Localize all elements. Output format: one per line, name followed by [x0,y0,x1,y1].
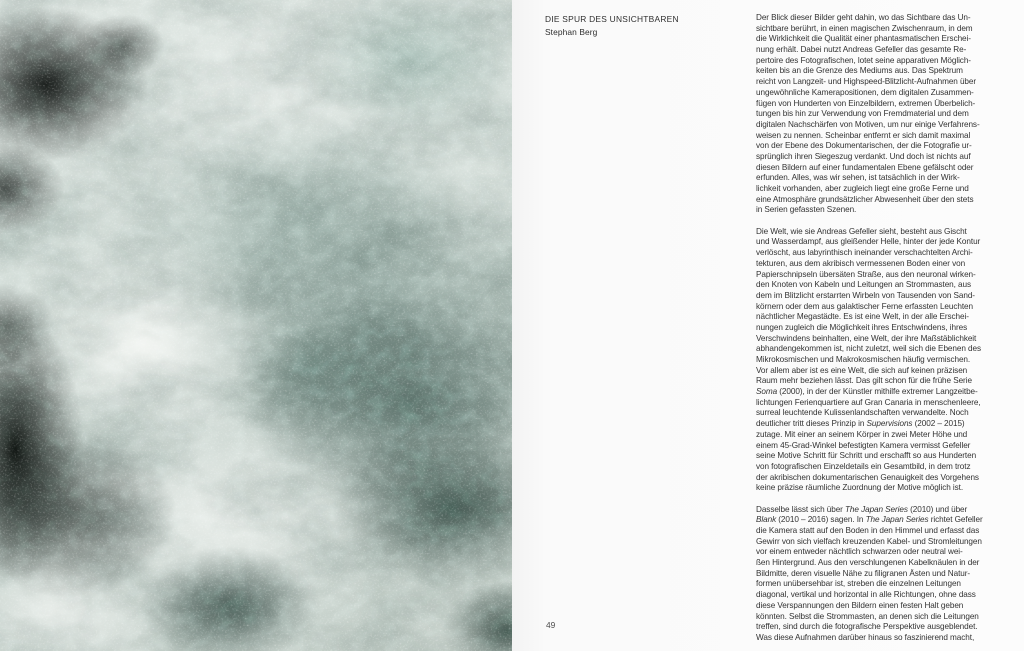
text-line: Die Welt, wie sie Andreas Gefeller sieht, besteht aus Gischt [756,226,967,236]
text-line: digitalen Nachschärfen von Motiven, um nur einige Verfahrens- [756,119,980,129]
text-line: verlöscht, aus labyrinthisch ineinander verschachtelten Archi- [756,248,973,258]
text-line: Was diese Aufnahmen darüber hinaus so faszinierend macht, [756,632,975,642]
text-line: Gewirr von sich vielfach kreuzenden Kabel- und Stromleitungen [756,536,982,546]
text-line: keiten bis an die Grenze des Mediums aus. Das Spektrum [756,66,963,76]
text-line: weisen zu nennen. Scheinbar entfernt er sich damit maximal [756,130,971,140]
text-line: den Knoten von Kabeln und Leitungen an Strommasten, aus [756,280,972,290]
text-line: abhandengekommen ist, nicht zuletzt, weil sich die Ebenen des [756,344,981,354]
text-line: Mikrokosmischen und Makrokosmischen häufig vermischen. [756,355,971,364]
text-line: Raum mehr beziehen lässt. Das gilt schon für die frühe Serie [756,376,972,386]
text-line: lichtungen Ferienquartiere auf Gran Canaria in menschenleere, [756,397,981,407]
text-line: könnten. Selbst die Strommasten, an denen sich die Leitungen [756,611,979,621]
text-line: ungewöhnliche Kamerapositionen, dem digitalen Zusammen- [756,87,974,97]
text-line: tungen bis hin zur Verwendung von Fremdmaterial und dem [756,109,969,119]
text-line: sichtbare berührt, in einen magischen Zwischenraum, in dem [756,23,973,33]
text-line: nung erhält. Dabei nutzt Andreas Gefeller das gesamte Re- [756,45,967,55]
text-line: tekturen, aus dem akribisch vermessenen Boden einer von [756,258,966,268]
text-line: in Serien gefassten Szenen. [756,205,857,215]
text-line: die Kamera statt auf den Boden in den Himmel und erfasst das [756,526,980,535]
text-line: lichkeit vorhanden, aber zugleich liegt eine große Ferne und [756,184,969,193]
text-line: reicht von Langzeit- und Highspeed-Blitzlicht-Aufnahmen über [756,77,977,87]
essay-header [545,13,679,39]
paragraph [756,505,1024,644]
text-line: diagonal, vertikal und horizontal in alle Richtungen, ohne dass [756,590,976,600]
essay-title: DIE SPUR DES UNSICHTBAREN [545,14,679,24]
text-line: ßen Hintergrund. Aus den verschlungenen Kabelknäulen in der [756,558,980,568]
text-line: sprünglich ihren Siegeszug verdankt. Und doch ist nichts auf [756,151,971,161]
text-line: nungen zugleich die Möglichkeit ihres Entschwindens, ihres [756,322,968,332]
text-line: Bildmitte, deren visuelle Nähe zu filigranen Ästen und Natur- [756,568,971,578]
text-line: zutage. Mit einer an seinem Körper in zwei Meter Höhe und [756,429,968,439]
text-line: erfunden. Alles, was wir sehen, ist tatsächlich in der Wirk- [756,173,960,183]
text-line: vor einem entweder nächtlich schwarzen oder neutral wei- [756,547,963,557]
text-line: Dasselbe lässt sich über The Japan Series (2010) und über [756,504,968,514]
text-line: der akribischen dokumentarischen Genauigkeit des Vorgehens [756,472,979,482]
text-line: Blank (2010 – 2016) sagen. In The Japan Series richtet Gefeller [756,515,983,525]
text-line: surreal leuchtende Kulissenlandschaften verwandelte. Noch [756,408,969,418]
text-line: von der Ebene des Dokumentarischen, der die Fotografie ur- [756,141,972,151]
paragraph [756,227,1024,494]
text-line: diese Verspannungen den Bildern einen festen Halt geben [756,600,964,610]
essay-author: Stephan Berg [545,27,598,37]
text-line: nächtlicher Megastädte. Es ist eine Welt, in der alle Erschei- [756,312,969,322]
text-line: diesen Bildern auf einer fundamentalen Ebene gefälscht oder [756,162,974,172]
text-line: eine Atmosphäre grundsätzlicher Abwesenheit über den stets [756,194,974,204]
text-line: Verschwindens beinhalten, eine Welt, der ihre Maßstäblichkeit [756,333,977,343]
text-line: Papierschnipseln übersäten Straße, aus den neuronal wirken- [756,269,976,279]
text-line: die Wirklichkeit die Qualität einer phantasmatischen Erschei- [756,34,971,44]
text-line: und Wasserdampf, aus gleißender Helle, hinter der jede Kontur [756,237,981,247]
text-line: formen unübersehbar ist, streben die einzelnen Leitungen [756,579,961,589]
text-line: Vor allem aber ist es eine Welt, die sich auf keinen präzisen [756,365,968,375]
text-line: pertoire des Fotografischen, lotet seine apparativen Möglich- [756,55,971,65]
text-line: körnern oder dem aus galaktischer Ferne erfassten Leuchten [756,301,974,311]
text-line: von fotografischen Einzeldetails ein Gesamtbild, in dem trotz [756,461,971,471]
text-line: Der Blick dieser Bilder geht dahin, wo das Sichtbare das Un- [756,13,971,22]
text-line: Soma (2000), in der der Künstler mithilfe extremer Langzeitbe- [756,387,978,397]
text-line: seine Motive Schritt für Schritt und erschafft so aus Hunderten [756,451,977,461]
right-page [512,0,1024,651]
text-line: deutlicher tritt dieses Prinzip in Supervisions (2002 – 2015) [756,419,965,429]
text-line: dem im Blitzlicht erstarrten Wirbeln von Tausenden von Sand- [756,290,975,300]
article-column [756,13,1024,644]
page-number: 49 [546,620,556,630]
text-line: treffen, sind durch die fotografische Perspektive ausgeblendet. [756,622,978,632]
text-line: keine präzise räumliche Zuordnung der Motive möglich ist. [756,483,964,493]
text-line: einem 45-Grad-Winkel befestigten Kamera vermisst Gefeller [756,440,971,450]
text-line: fügen von Hunderten von Einzelbildern, extremen Überbelich- [756,98,976,108]
paragraph [756,13,1024,216]
